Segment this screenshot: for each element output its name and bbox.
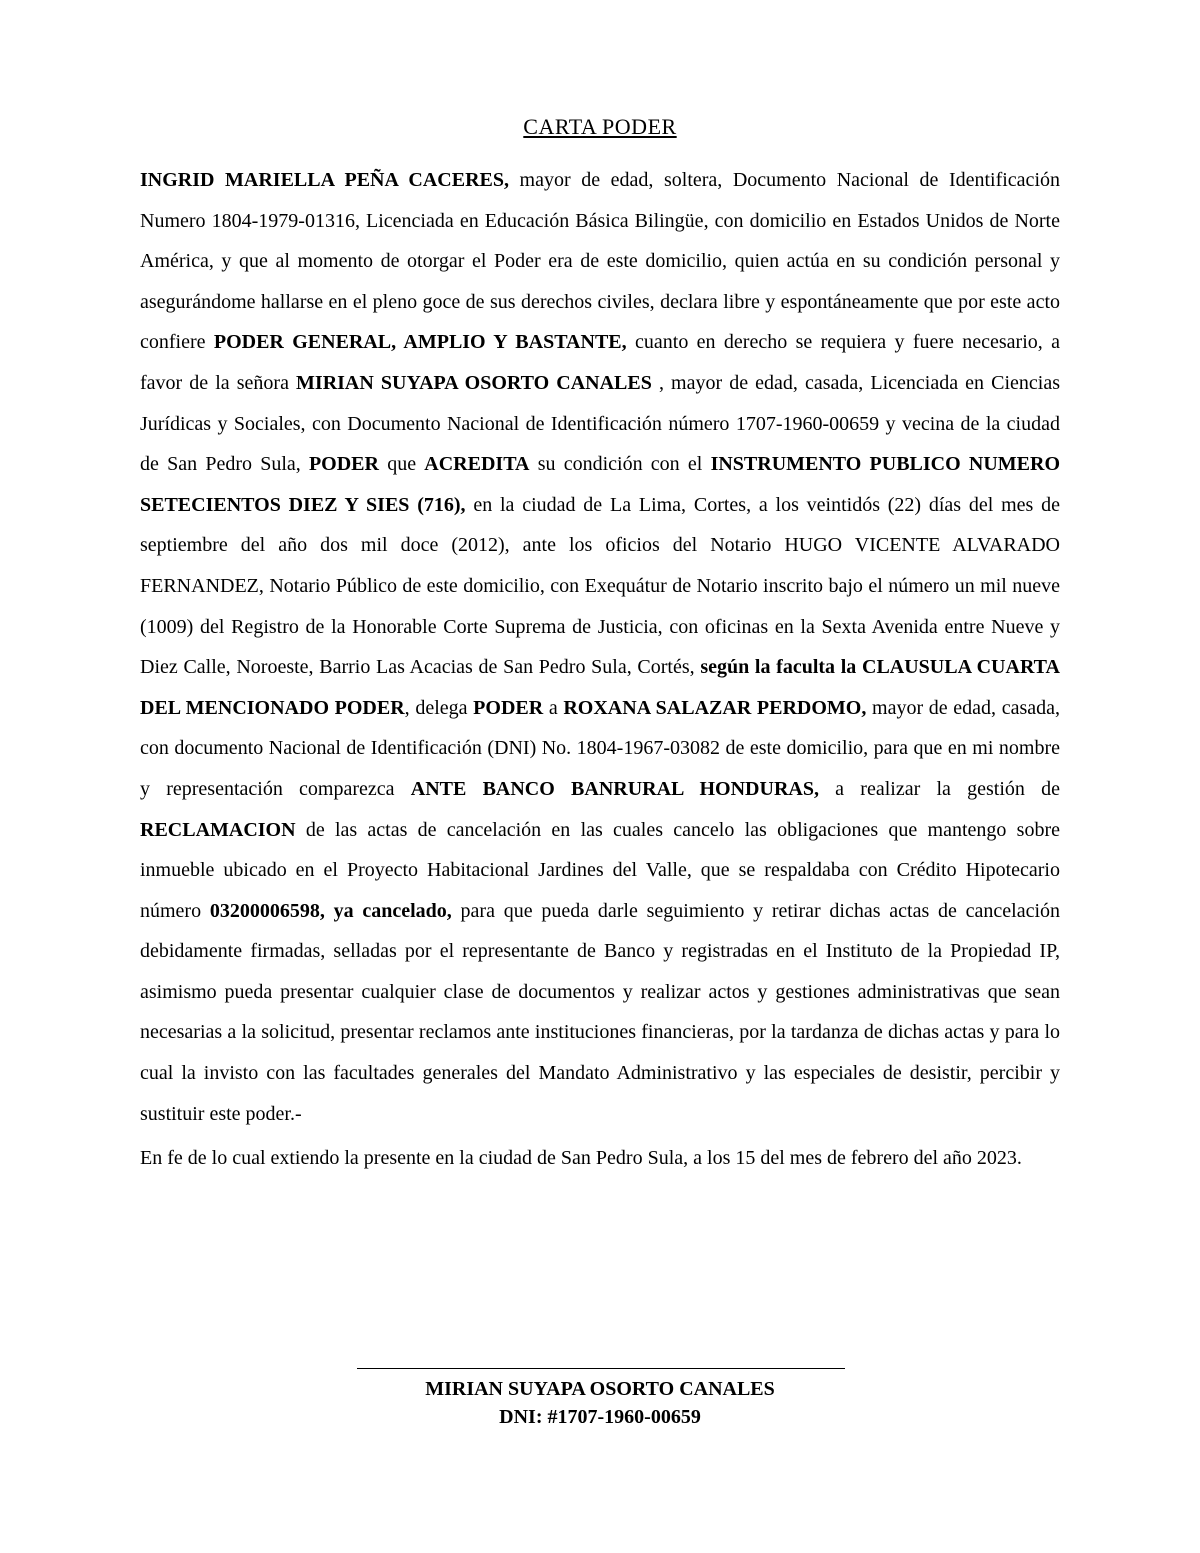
text-segment: de las actas de cancelación en las cuales cancelo las obligaciones que mantengo sobre inmueble ubicado en el Proyecto Habitacional Jardines del Valle, que se respaldaba con Crédito Hipotecario número xyxy=(140,818,1060,922)
grantor-name: INGRID MARIELLA PEÑA CACERES, xyxy=(140,169,509,191)
text-segment: , delega xyxy=(404,696,474,719)
text-segment: a realizar la gestión de xyxy=(818,777,1060,800)
document-title: CARTA PODER xyxy=(523,114,677,139)
power-type: PODER GENERAL, AMPLIO Y BASTANTE, xyxy=(213,331,627,354)
text-segment: su condición con el xyxy=(529,453,711,476)
signatory-dni: DNI: #1707-1960-00659 xyxy=(499,1406,701,1428)
clause-reference: según la faculta la CLAUSULA CUARTA DEL MENCIONADO PODER xyxy=(140,656,1060,719)
signatory-name: MIRIAN SUYAPA OSORTO CANALES xyxy=(425,1378,775,1400)
text-segment: mayor de edad, casada, con documento Nacional de Identificación (DNI) No. 1804-1967-03082 de este domicilio, para que en mi nombre y representación comparezca xyxy=(140,696,1060,800)
text-segment: en la ciudad de La Lima, Cortes, a los veintidós (22) días del mes de septiembre del año dos mil doce (2012), ante los oficios del Notario HUGO VICENTE ALVARADO FERNANDEZ, Notario Público de este domicilio, con Exequátur de Notario inscrito bajo el número un mil nueve (1009) del Registro de la Honorable Corte Suprema de Justicia, con oficinas en la Sexta Avenida entre Nueve y Diez Calle, Noroeste, Barrio Las Acacias de San Pedro Sula, Cortés, xyxy=(140,493,1060,679)
bold-term: PODER xyxy=(473,696,544,719)
instrument-reference: INSTRUMENTO PUBLICO NUMERO SETECIENTOS DIEZ Y SIES (716), xyxy=(140,453,1060,516)
attorney-name: MIRIAN SUYAPA OSORTO CANALES xyxy=(296,371,652,394)
text-segment: que xyxy=(378,453,425,476)
text-segment: mayor de edad, soltera, Documento Nacional de Identificación Numero 1804-1979-01316, Licenciada en Educación Básica Bilingüe, con domicilio en Estados Unidos de Norte América, y que al momento de otorgar el Poder era de este domicilio, quien actúa en su condición personal y asegurándome hallarse en el pleno goce de sus derechos civiles, declara libre y espontáneamente que por este acto confiere xyxy=(140,169,1060,354)
bold-term: RECLAMACION xyxy=(140,818,296,841)
bold-term: PODER xyxy=(308,453,379,476)
credit-number: 03200006598, ya cancelado, xyxy=(209,899,452,922)
document-body xyxy=(140,160,1060,1179)
text-segment: , mayor de edad, casada, Licenciada en Ciencias Jurídicas y Sociales, con Documento Nacional de Identificación número 1707-1960-00659 y vecina de la ciudad de San Pedro Sula, xyxy=(140,371,1060,476)
bank-name: ANTE BANCO BANRURAL HONDURAS, xyxy=(410,777,819,800)
text-segment: a xyxy=(543,696,564,719)
closing-paragraph: En fe de lo cual extiendo la presente en la ciudad de San Pedro Sula, a los 15 del mes de febrero del año 2023. xyxy=(140,1147,1022,1170)
delegate-name: ROXANA SALAZAR PERDOMO, xyxy=(563,696,867,719)
main-paragraph xyxy=(140,160,1060,1134)
text-segment: cuanto en derecho se requiera y fuere necesario, a favor de la señora xyxy=(140,331,1061,394)
signature-line xyxy=(357,1368,845,1369)
bold-term: ACREDITA xyxy=(424,453,530,476)
text-segment: para que pueda darle seguimiento y retirar dichas actas de cancelación debidamente firmadas, selladas por el representante de Banco y registradas en el Instituto de la Propiedad IP, asimismo pueda presentar cualquier clase de documentos y realizar actos y gestiones administrativas que sean necesarias a la solicitud, presentar reclamos ante instituciones financieras, por la tardanza de dichas actas y para lo cual la invisto con las facultades generales del Mandato Administrativo y las especiales de desistir, percibir y sustituir este poder.- xyxy=(140,899,1061,1125)
